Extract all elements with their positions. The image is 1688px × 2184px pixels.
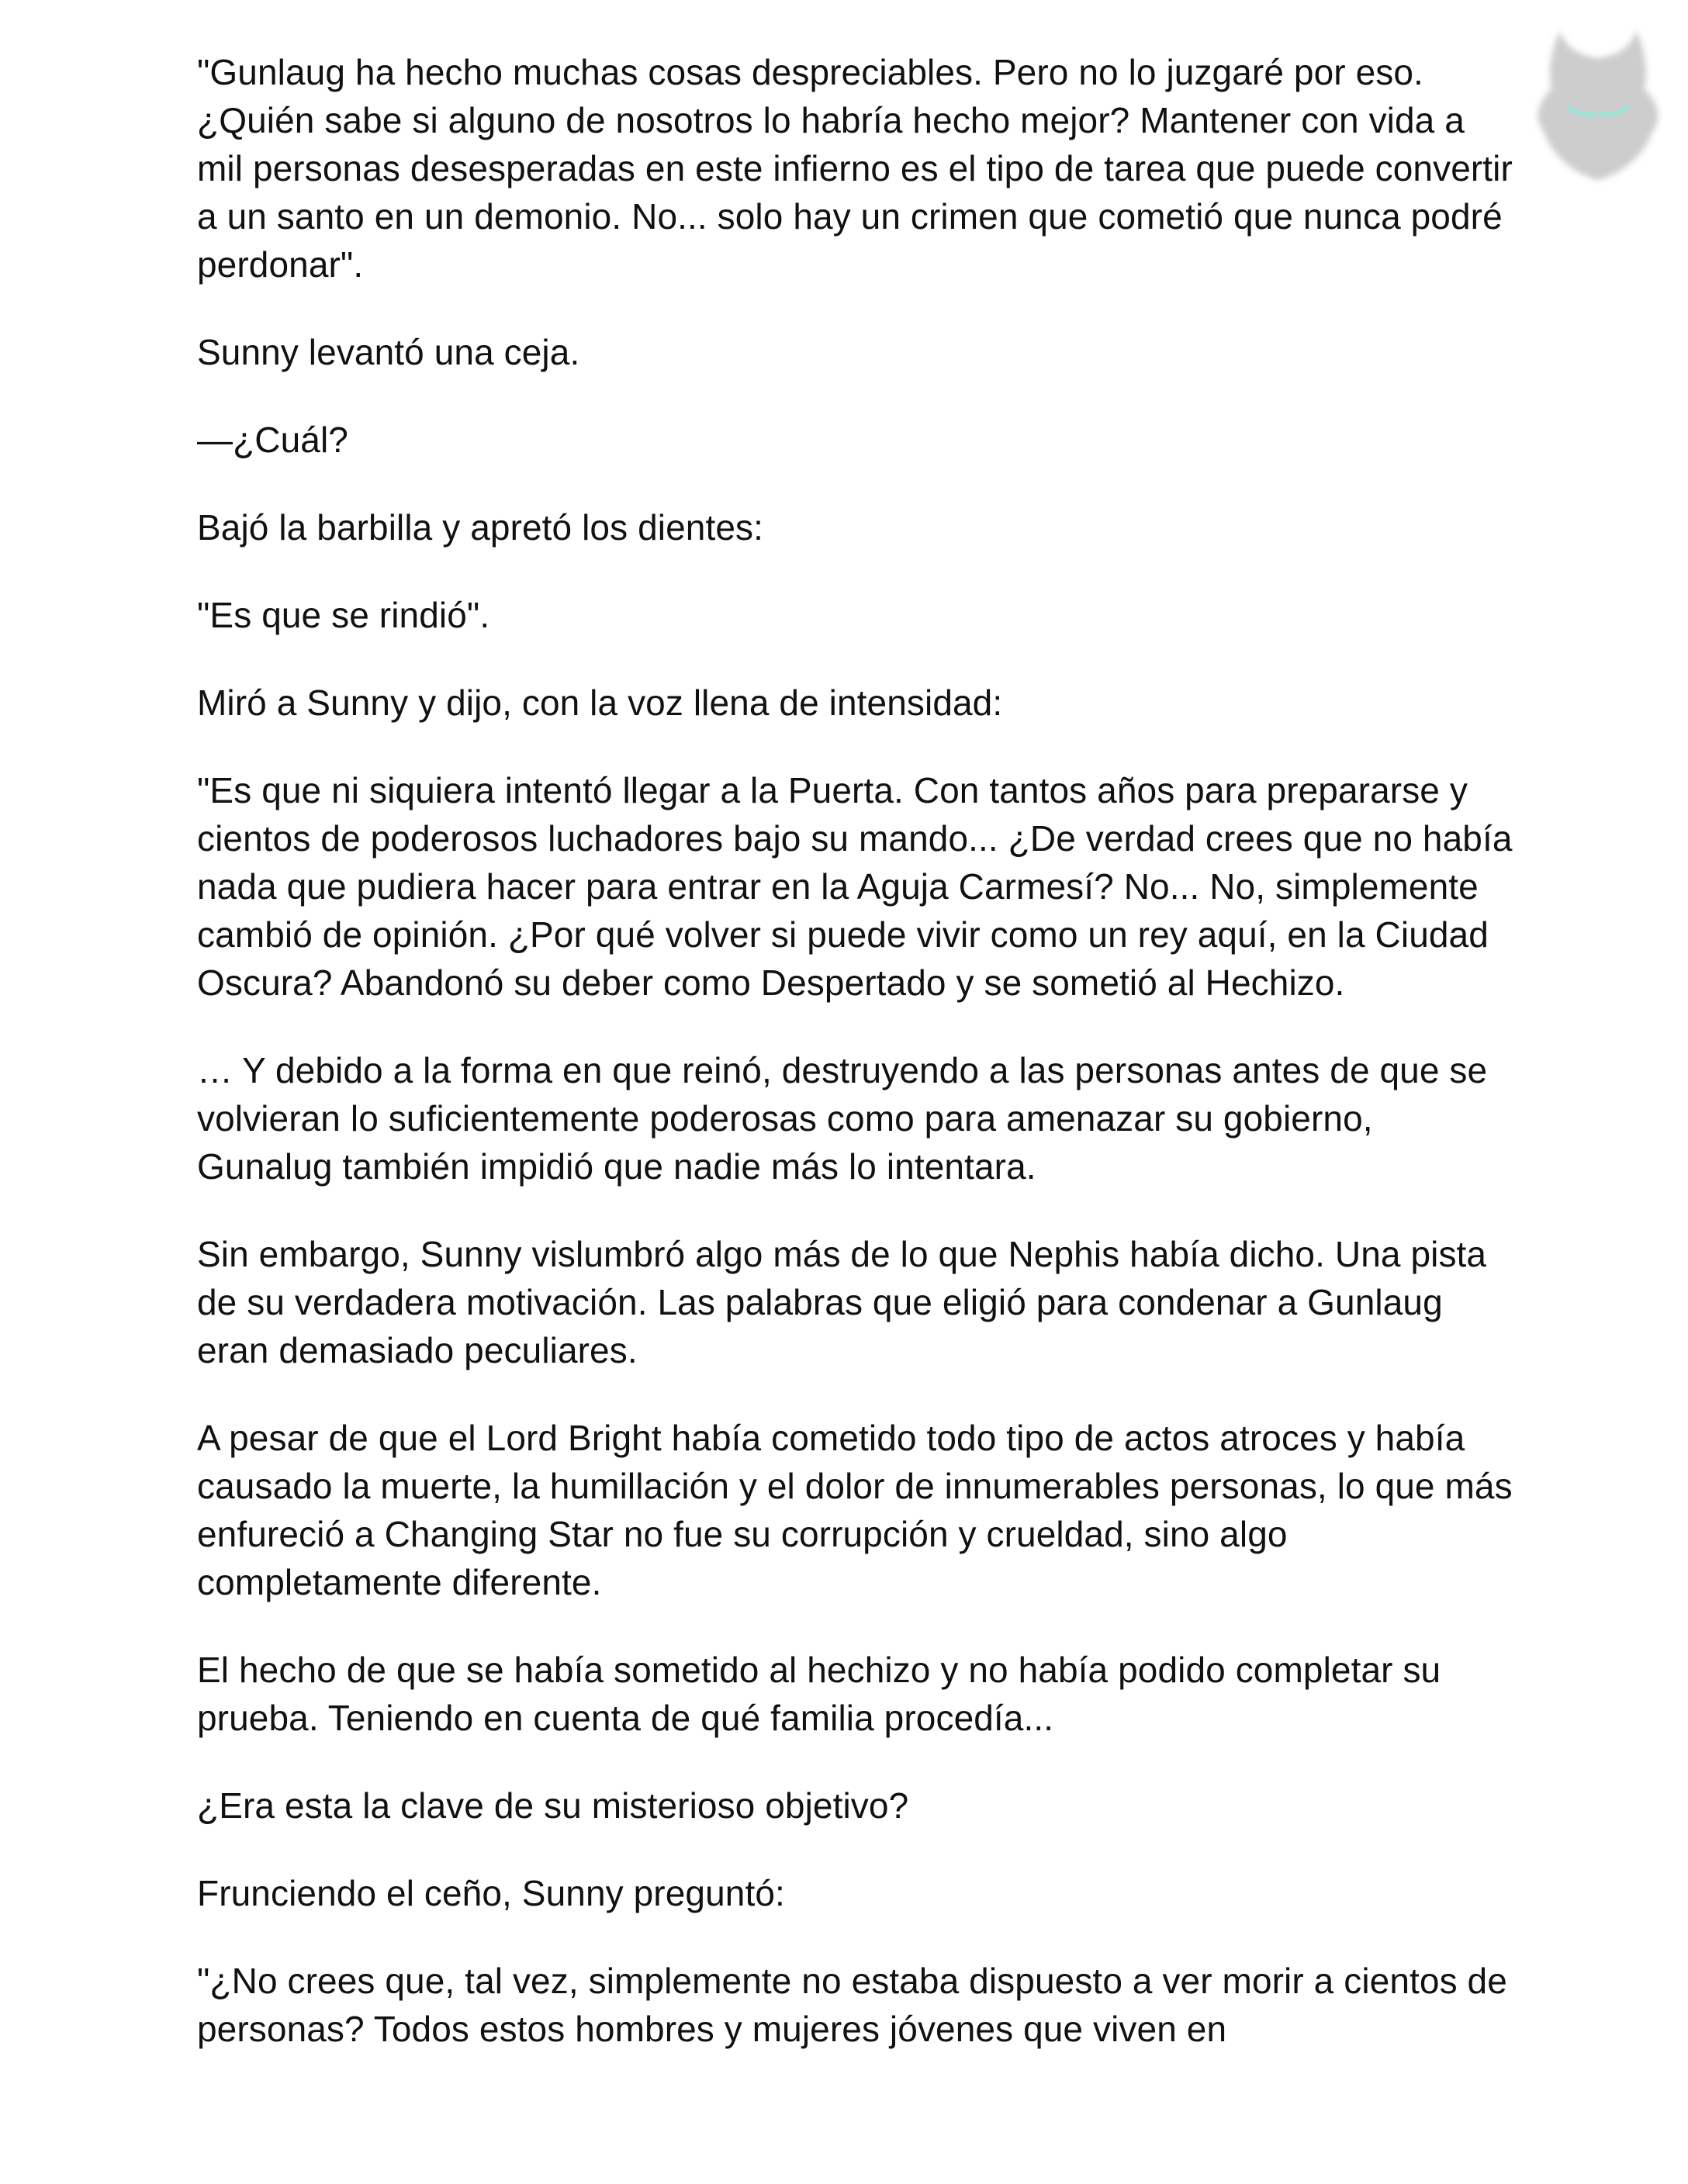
paragraph: "¿No crees que, tal vez, simplemente no estaba dispuesto a ver morir a cientos de personas? Todos estos hombres y mujeres jóvenes que viven en <box>197 1961 1507 2049</box>
paragraph: Miró a Sunny y dijo, con la voz llena de intensidad: <box>197 682 1003 723</box>
paragraph: … Y debido a la forma en que reinó, destruyendo a las personas antes de que se volvieran lo suficientemente poderosas como para amenazar su gobierno, Gunalug también impidió que nadie más lo intentara. <box>197 1050 1488 1187</box>
paragraph: —¿Cuál? <box>197 420 348 460</box>
paragraph: Bajó la barbilla y apretó los dientes: <box>197 507 764 548</box>
paragraph: El hecho de que se había sometido al hechizo y no había podido completar su prueba. Teniendo en cuenta de qué familia procedía... <box>197 1650 1441 1738</box>
paragraph: Frunciendo el ceño, Sunny preguntó: <box>197 1873 785 1913</box>
paragraph: Sunny levantó una ceja. <box>197 332 580 372</box>
demon-head-icon <box>1520 16 1676 194</box>
paragraph: "Es que ni siquiera intentó llegar a la Puerta. Con tantos años para prepararse y cientos de poderosos luchadores bajo su mando... ¿De verdad crees que no había nada que pudiera hacer para entrar en la Aguja Carmesí? No... No, simplemente cambió de opinión. ¿Por qué volver si puede vivir como un rey aquí, en la Ciudad Oscura? Abandonó su deber como Despertado y se sometió al Hechizo. <box>197 770 1513 1003</box>
paragraph: "Gunlaug ha hecho muchas cosas despreciables. Pero no lo juzgaré por eso. ¿Quién sabe si alguno de nosotros lo habría hecho mejor? Mantener con vida a mil personas desesperadas en este infierno es el tipo de tarea que puede convertir a un santo en un demonio. No... solo hay un crimen que cometió que nunca podré perdonar". <box>197 52 1513 285</box>
paragraph: "Es que se rindió". <box>197 595 490 635</box>
paragraph: ¿Era esta la clave de su misterioso objetivo? <box>197 1785 909 1826</box>
document-body <box>197 48 1516 2092</box>
paragraph: A pesar de que el Lord Bright había cometido todo tipo de actos atroces y había causado la muerte, la humillación y el dolor de innumerables personas, lo que más enfureció a Changing Star no fue su corrupción y crueldad, sino algo completamente diferente. <box>197 1418 1513 1602</box>
paragraph: Sin embargo, Sunny vislumbró algo más de lo que Nephis había dicho. Una pista de su verdadera motivación. Las palabras que eligió para condenar a Gunlaug eran demasiado peculiares. <box>197 1234 1487 1370</box>
